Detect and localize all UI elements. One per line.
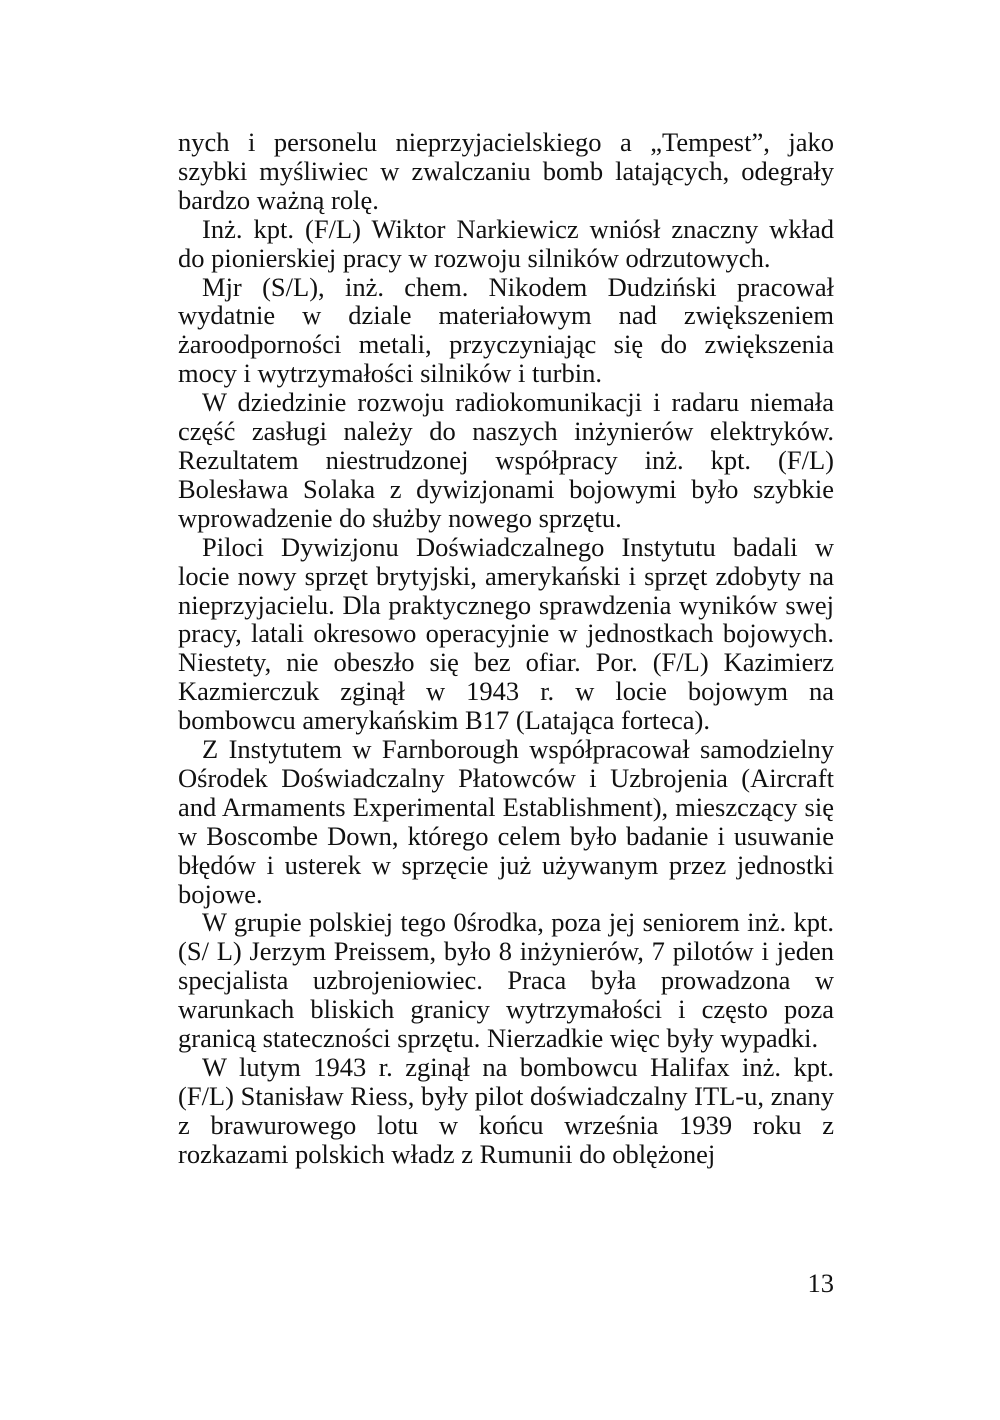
- page-number: 13: [807, 1268, 834, 1298]
- body-text: [178, 128, 834, 1169]
- paragraph-8: W lutym 1943 r. zginął na bombowcu Halifax inż. kpt. (F/L) Stanisław Riess, były pilot doświadczalny ITL-u, znany z brawurowego lotu w końcu września 1939 roku z rozkazami polskich władz z Rumunii do oblężonej: [178, 1052, 834, 1169]
- paragraph-2: Inż. kpt. (F/L) Wiktor Narkiewicz wniósł znaczny wkład do pionierskiej pracy w rozwoju silników odrzutowych.: [178, 213, 834, 273]
- paragraph-7: W grupie polskiej tego 0środka, poza jej seniorem inż. kpt. (S/ L) Jerzym Preissem, było 8 inżynierów, 7 pilotów i jeden specjalista uzbrojeniowiec. Praca była prowadzona w warunkach bliskich granicy wytrzymałości i często poza granicą stateczności sprzętu. Nierzadkie więc były wypadki.: [178, 907, 834, 1054]
- paragraph-3: Mjr (S/L), inż. chem. Nikodem Dudziński pracował wydatnie w dziale materiałowym nad zwiększeniem żaroodporności metali, przyczyniając się do zwiększenia mocy i wytrzymałości silników i turbin.: [178, 271, 834, 389]
- paragraph-6: Z Instytutem w Farnborough współpracował samodzielny Ośrodek Doświadczalny Płatowców i Uzbrojenia (Aircraft and Armaments Experimental Establishment), mieszczący się w Boscombe Down, którego celem było badanie i usuwanie błędów i usterek w sprzęcie już używanym przez jednostki bojowe.: [178, 734, 834, 909]
- paragraph-4: W dziedzinie rozwoju radiokomunikacji i radaru niemała część zasługi należy do naszych inżynierów elektryków. Rezultatem niestrudzonej współpracy inż. kpt. (F/L) Bolesława Solaka z dywizjonami bojowymi było szybkie wprowadzenie do służby nowego sprzętu.: [178, 387, 834, 533]
- paragraph-1: nych i personelu nieprzyjacielskiego a „Tempest”, jako szybki myśliwiec w zwalczaniu bomb latających, odegrały bardzo ważną rolę.: [178, 127, 834, 215]
- paragraph-5: Piloci Dywizjonu Doświadczalnego Instytutu badali w locie nowy sprzęt brytyjski, amerykański i sprzęt zdobyty na nieprzyjacielu. Dla praktycznego sprawdzenia wyników swej pracy, latali okresowo operacyjnie w jednostkach bojowych. Niestety, nie obeszło się bez ofiar. Por. (F/L) Kazimierz Kazmierczuk zginął w 1943 r. w locie bojowym na bombowcu amerykańskim B17 (Latająca forteca).: [178, 531, 834, 736]
